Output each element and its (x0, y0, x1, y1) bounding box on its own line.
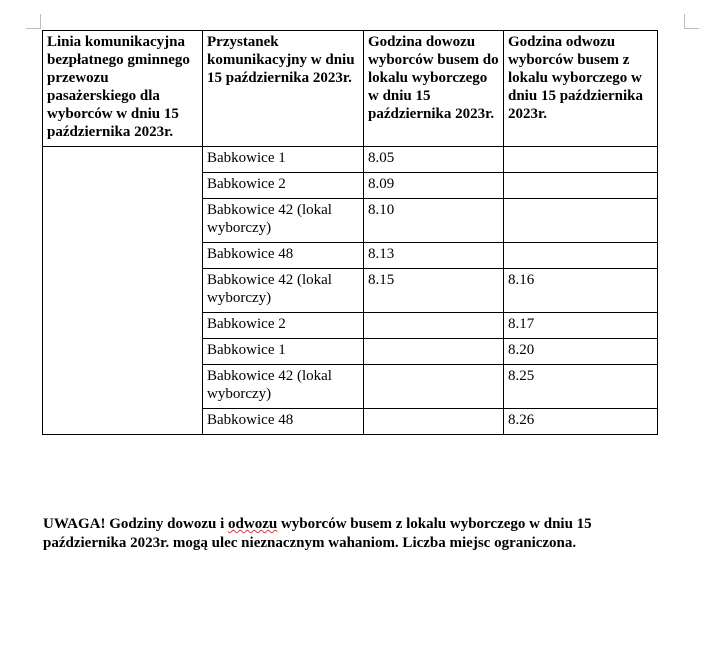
table-header-row (43, 31, 658, 147)
note-text-end: wyborców busem z lokalu wyborczego w dniu 15 października 2023r. mogą ulec nieznacznym wahaniom. Liczba miejsc ograniczona. (43, 516, 592, 551)
stop-cell: Babkowice 48 (203, 243, 364, 269)
header-line: Linia komunikacyjna bezpłatnego gminnego przewozu pasażerskiego dla wyborców w dniu 15 października 2023r. (43, 31, 203, 147)
spellcheck-marked-word: odwozu (228, 516, 278, 532)
bus-schedule-table (42, 30, 658, 435)
note-text-start: UWAGA! Godziny dowozu i (43, 516, 229, 532)
odwoz-cell: 8.20 (504, 339, 658, 365)
stop-cell: Babkowice 42 (lokal wyborczy) (203, 199, 364, 243)
stop-cell: Babkowice 48 (203, 409, 364, 435)
dowoz-cell (364, 365, 504, 409)
odwoz-cell: 8.16 (504, 269, 658, 313)
page-corner-mark-left (26, 14, 41, 29)
dowoz-cell (364, 339, 504, 365)
stop-cell: Babkowice 1 (203, 339, 364, 365)
odwoz-cell: 8.17 (504, 313, 658, 339)
line-cell (43, 147, 203, 435)
header-dowoz-time: Godzina dowozu wyborców busem do lokalu wyborczego w dniu 15 października 2023r. (364, 31, 504, 147)
header-stop: Przystanek komunikacyjny w dniu 15 października 2023r. (203, 31, 364, 147)
table-row (43, 147, 658, 173)
warning-note (43, 515, 643, 553)
dowoz-cell: 8.10 (364, 199, 504, 243)
stop-cell: Babkowice 2 (203, 173, 364, 199)
dowoz-cell: 8.05 (364, 147, 504, 173)
odwoz-cell (504, 147, 658, 173)
dowoz-cell (364, 313, 504, 339)
dowoz-cell: 8.09 (364, 173, 504, 199)
odwoz-cell (504, 173, 658, 199)
dowoz-cell (364, 409, 504, 435)
dowoz-cell: 8.13 (364, 243, 504, 269)
stop-cell: Babkowice 42 (lokal wyborczy) (203, 365, 364, 409)
page-corner-mark-right (684, 14, 699, 29)
odwoz-cell: 8.26 (504, 409, 658, 435)
odwoz-cell (504, 243, 658, 269)
header-odwoz-time: Godzina odwozu wyborców busem z lokalu wyborczego w dniu 15 października 2023r. (504, 31, 658, 147)
odwoz-cell (504, 199, 658, 243)
stop-cell: Babkowice 1 (203, 147, 364, 173)
stop-cell: Babkowice 2 (203, 313, 364, 339)
odwoz-cell: 8.25 (504, 365, 658, 409)
dowoz-cell: 8.15 (364, 269, 504, 313)
stop-cell: Babkowice 42 (lokal wyborczy) (203, 269, 364, 313)
